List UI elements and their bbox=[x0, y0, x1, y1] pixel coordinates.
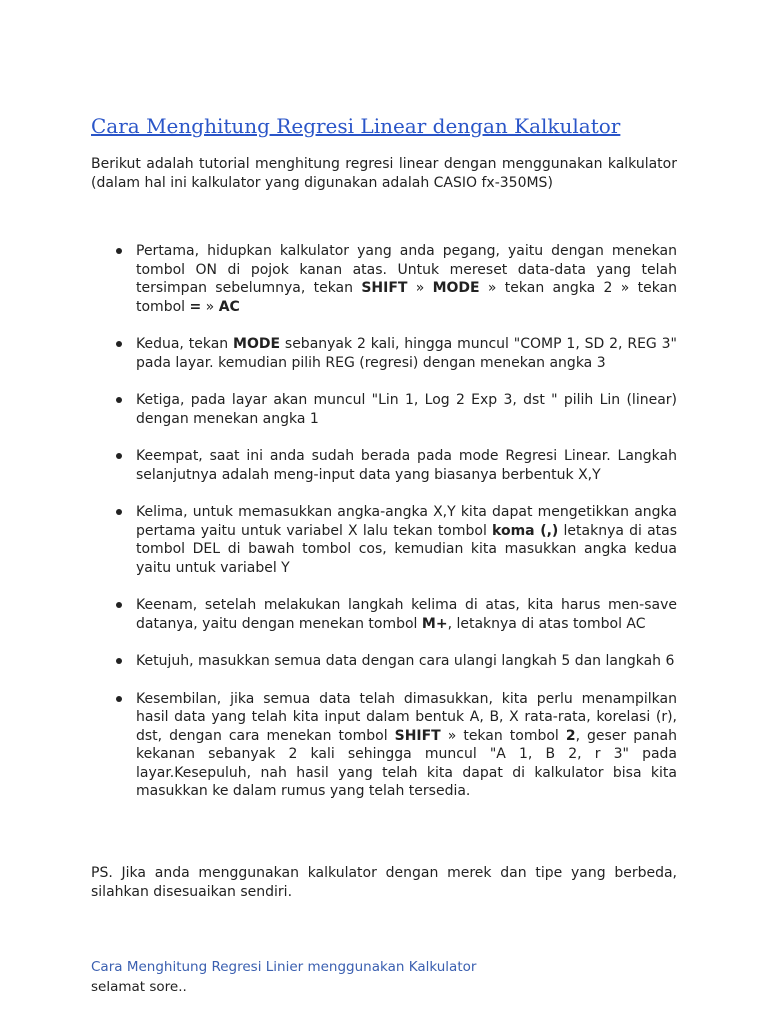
step-5-key-comma: koma (,) bbox=[492, 522, 559, 539]
list-item-step-1 bbox=[136, 242, 677, 316]
list-item-step-6 bbox=[136, 596, 677, 633]
intro-paragraph: Berikut adalah tutorial menghitung regresi linear dengan menggunakan kalkulator (dalam hal ini kalkulator yang digunakan adalah CASIO fx-350MS) bbox=[91, 156, 677, 191]
step-7-text: Ketujuh, masukkan semua data dengan cara ulangi langkah 5 dan langkah 6 bbox=[136, 653, 675, 669]
step-6-text: Keenam, setelah melakukan langkah kelima di atas, kita harus men-save datanya, yaitu dengan menekan tombol bbox=[136, 597, 677, 632]
step-6-text-2: , letaknya di atas tombol AC bbox=[447, 615, 646, 632]
step-8-text-3: , geser panah kekanan sebanyak 2 kali sehingga muncul "A 1, B 2, r 3" pada layar.Kesepuluh, nah hasil yang telah kita dapat di kalkulator bisa kita masukkan ke dalam rumus yang telah tersedia. bbox=[136, 727, 677, 799]
step-1-sep: » bbox=[407, 280, 433, 296]
steps-list bbox=[91, 242, 677, 820]
related-link[interactable]: Cara Menghitung Regresi Linier menggunakan Kalkulator bbox=[91, 959, 477, 975]
step-1-key-ac: AC bbox=[218, 298, 240, 315]
title-link[interactable]: Cara Menghitung Regresi Linear dengan Kalkulator bbox=[91, 114, 621, 138]
page-title bbox=[91, 114, 620, 138]
step-8-text: Kesembilan, jika semua data telah dimasukkan, kita perlu menampilkan hasil data yang telah kita input dalam bentuk A, B, X rata-rata, korelasi (r), dst, dengan cara menekan tombol bbox=[136, 690, 677, 744]
ps-note: PS. Jika anda menggunakan kalkulator dengan merek dan tipe yang berbeda, silahkan disesuaikan sendiri. bbox=[91, 865, 677, 900]
step-2-text-2: sebanyak 2 kali, hingga muncul "COMP 1, SD 2, REG 3" pada layar. kemudian pilih REG (regresi) dengan menekan angka 3 bbox=[136, 336, 677, 371]
step-4-text: Keempat, saat ini anda sudah berada pada mode Regresi Linear. Langkah selanjutnya adalah meng-input data yang biasanya berbentuk X,Y bbox=[136, 448, 677, 483]
step-1-key-shift: SHIFT bbox=[361, 280, 408, 296]
step-8-text-2: » tekan tombol bbox=[440, 727, 566, 744]
step-3-text: Ketiga, pada layar akan muncul "Lin 1, Log 2 Exp 3, dst " pilih Lin (linear) dengan menekan angka 1 bbox=[136, 392, 677, 427]
list-item-step-8 bbox=[136, 690, 677, 801]
step-1-key-equals: = bbox=[189, 298, 202, 315]
step-2-text: Kedua, tekan bbox=[136, 336, 234, 352]
list-item-step-3 bbox=[136, 391, 677, 428]
list-item-step-4 bbox=[136, 447, 677, 484]
step-5-text-2: letaknya di atas tombol DEL di bawah tombol cos, kemudian kita masukkan angka kedua yaitu untuk variabel Y bbox=[136, 522, 678, 576]
step-2-key-mode: MODE bbox=[233, 336, 281, 352]
list-item-step-7 bbox=[136, 652, 677, 671]
step-8-key-2: 2 bbox=[565, 727, 576, 744]
step-6-key-mplus: M+ bbox=[421, 615, 448, 632]
step-5-text: Kelima, untuk memasukkan angka-angka X,Y kita dapat mengetikkan angka pertama yaitu untuk variabel X lalu tekan tombol bbox=[136, 504, 677, 539]
step-1-text-2: » tekan angka 2 » tekan tombol bbox=[136, 280, 678, 315]
step-1-sep-2: » bbox=[201, 298, 219, 315]
list-item-step-2 bbox=[136, 335, 677, 372]
greeting-text: selamat sore.. bbox=[91, 979, 187, 995]
step-1-text: Pertama, hidupkan kalkulator yang anda pegang, yaitu dengan menekan tombol ON di pojok kanan atas. Untuk mereset data-data yang telah tersimpan sebelumnya, tekan bbox=[136, 243, 677, 296]
step-1-key-mode: MODE bbox=[432, 280, 480, 296]
step-8-key-shift: SHIFT bbox=[394, 727, 441, 744]
list-item-step-5 bbox=[136, 503, 677, 577]
